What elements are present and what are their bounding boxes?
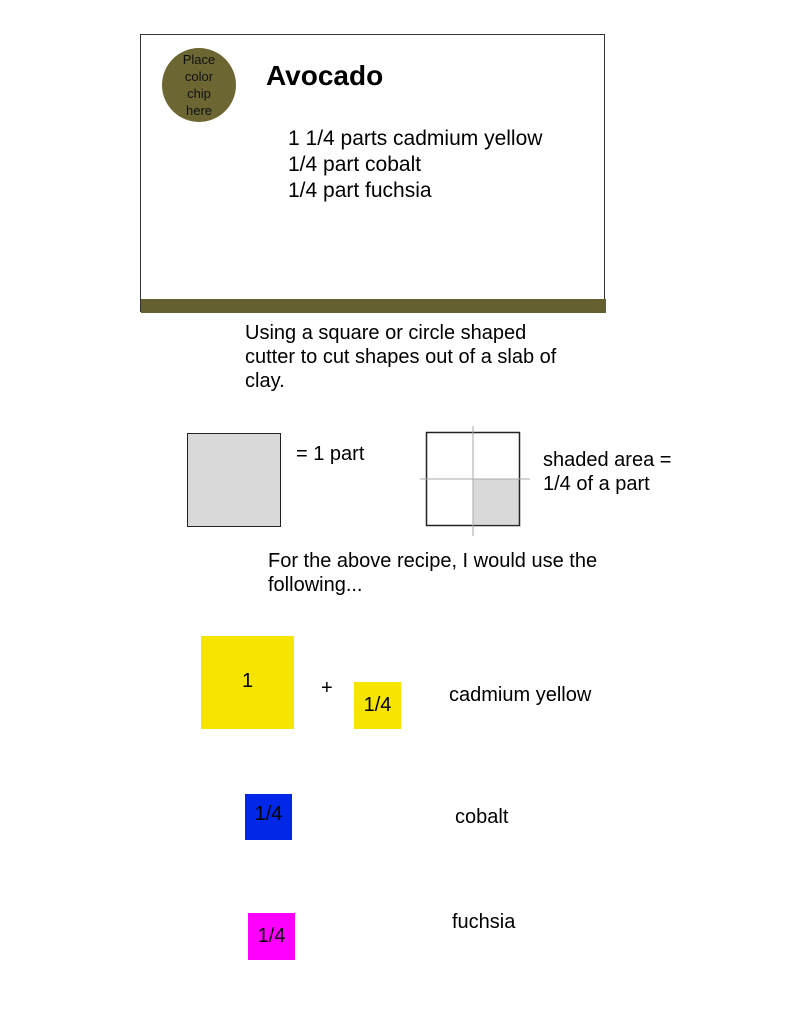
- ingredient-list: [288, 126, 542, 204]
- color-chip-label: Place color chip here: [182, 52, 216, 118]
- quarter-shaded-area: [473, 479, 519, 524]
- color-chip-placeholder: [162, 48, 236, 122]
- quarter-part-label: [543, 448, 671, 496]
- swatch-label: 1: [241, 670, 254, 692]
- usage-intro-text: For the above recipe, I would use the following...: [268, 550, 598, 596]
- swatch-label: 1/4: [363, 694, 392, 716]
- one-part-square: [187, 433, 281, 527]
- quarter-label-line: shaded area =: [543, 449, 672, 471]
- cobalt-color-name: cobalt: [455, 806, 509, 828]
- quarter-label-line: 1/4 of a part: [543, 473, 650, 495]
- card-color-bar: [141, 299, 606, 313]
- fuchsia-quarter-swatch: [248, 913, 295, 960]
- ingredient-item: 1/4 part cobalt: [288, 153, 422, 176]
- swatch-label: 1/4: [254, 803, 283, 825]
- yellow-quarter-swatch: [354, 682, 401, 729]
- plus-sign: +: [321, 677, 333, 699]
- yellow-color-name: cadmium yellow: [449, 684, 592, 706]
- cobalt-quarter-swatch: [245, 794, 292, 840]
- fuchsia-color-name: fuchsia: [452, 911, 516, 933]
- yellow-one-part-swatch: [201, 636, 294, 729]
- quarter-part-diagram: [420, 426, 530, 536]
- ingredient-item: 1 1/4 parts cadmium yellow: [288, 127, 543, 150]
- recipe-title: Avocado: [266, 60, 384, 91]
- instructions-text: Using a square or circle shaped cutter to cut shapes out of a slab of clay.: [245, 322, 557, 392]
- ingredient-item: 1/4 part fuchsia: [288, 179, 432, 202]
- swatch-label: 1/4: [257, 925, 286, 947]
- one-part-label: = 1 part: [296, 443, 365, 465]
